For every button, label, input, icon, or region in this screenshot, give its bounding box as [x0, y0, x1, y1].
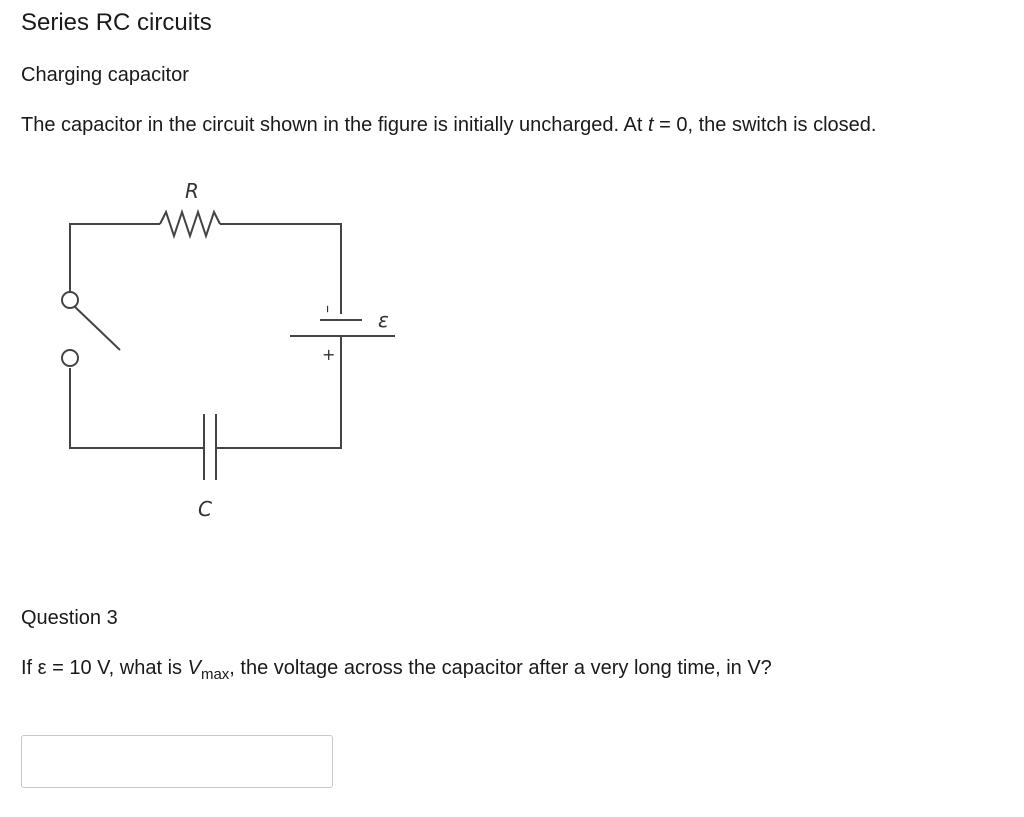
question-label: Question 3	[21, 607, 118, 629]
switch-terminal-bottom	[62, 350, 78, 366]
answer-input[interactable]	[21, 735, 333, 788]
capacitor-label: C	[198, 497, 212, 521]
page-title: Series RC circuits	[21, 9, 212, 36]
time-variable: t	[648, 114, 654, 136]
wire-top-left	[70, 224, 160, 302]
emf-label: ε	[378, 308, 389, 332]
rc-circuit-diagram	[40, 170, 420, 530]
section-subtitle: Charging capacitor	[21, 64, 189, 86]
switch-terminal-top	[62, 292, 78, 308]
wire-top-right	[220, 224, 341, 314]
battery-plus-sign: +	[322, 345, 336, 364]
switch-blade	[74, 306, 120, 350]
resistor-symbol	[160, 212, 220, 236]
vmax-variable: $V_{max}$	[187, 657, 230, 683]
battery-minus-sign: –	[319, 305, 338, 313]
wire-bottom-left	[70, 368, 204, 448]
question-text: If ε = 10 V, what is $V_{max}$, the voltage across the capacitor after a very long time, in V?	[21, 657, 772, 683]
problem-statement: The capacitor in the circuit shown in the figure is initially uncharged. At t = 0, the switch is closed.	[21, 114, 877, 136]
resistor-label: R	[185, 179, 199, 203]
